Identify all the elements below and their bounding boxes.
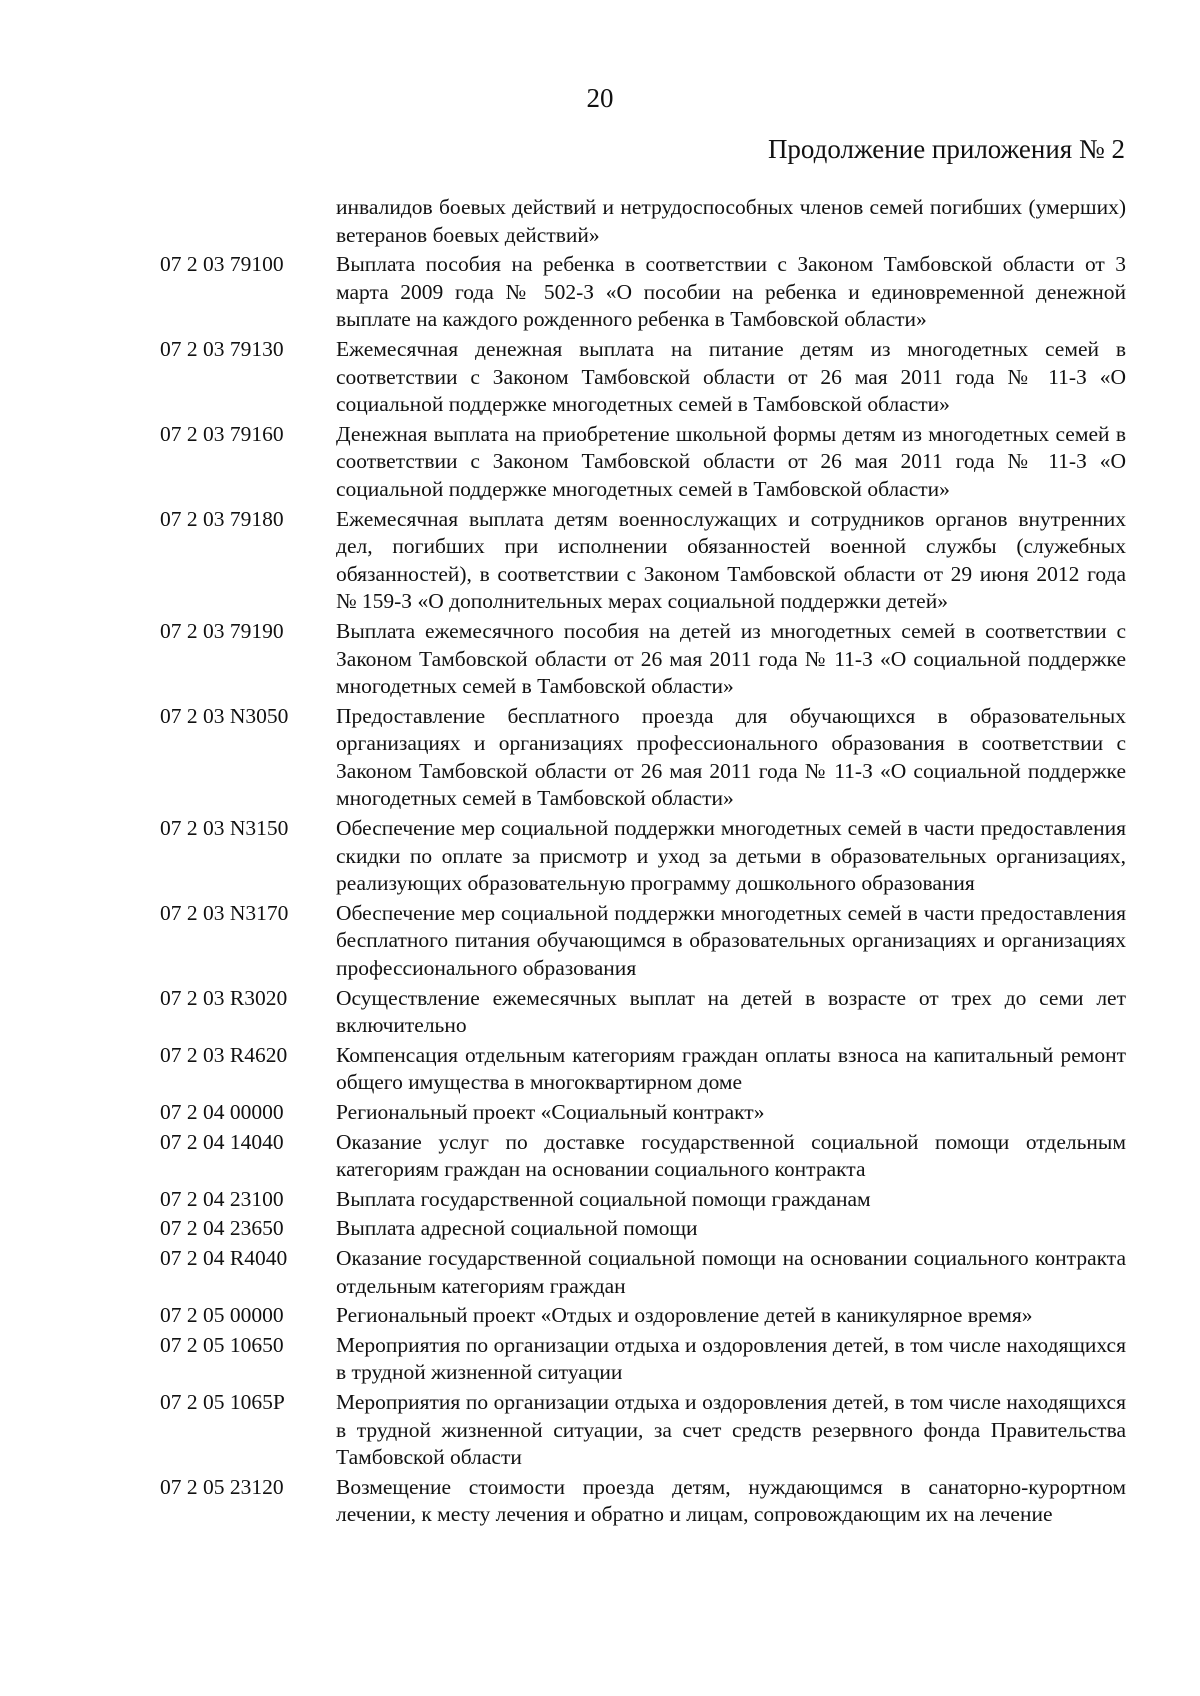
list-item — [160, 1129, 1126, 1184]
list-item — [160, 421, 1126, 504]
entry-code: 07 2 03 79180 — [160, 506, 284, 531]
entry-code: 07 2 03 R3020 — [160, 985, 288, 1010]
list-item — [160, 336, 1126, 419]
entry-description: Мероприятия по организации отдыха и оздоровления детей, в том числе находящихся в трудной жизненной ситуации — [336, 1332, 1126, 1385]
entry-description: Оказание услуг по доставке государственной социальной помощи отдельным категориям граждан на основании социального контракта — [336, 1129, 1126, 1182]
entry-code: 07 2 04 23100 — [160, 1186, 284, 1211]
entry-code: 07 2 03 79130 — [160, 336, 284, 361]
appendix-continuation-heading: Продолжение приложения № 2 — [767, 134, 1125, 164]
entry-code: 07 2 03 79100 — [160, 252, 284, 277]
entry-description: Возмещение стоимости проезда детям, нуждающимся в санаторно-курортном лечении, к месту лечения и обратно и лицам, сопровождающим их на лечение — [336, 1474, 1126, 1527]
entry-description: Мероприятия по организации отдыха и оздоровления детей, в том числе находящихся в трудной жизненной ситуации, за счет средств резервного фонда Правительства Тамбовской области — [336, 1389, 1126, 1470]
list-item — [160, 1332, 1126, 1387]
entry-code: 07 2 05 23120 — [160, 1474, 284, 1499]
entry-description: Выплата пособия на ребенка в соответствии с Законом Тамбовской области от 3 марта 2009 года № 502-З «О пособии на ребенка и единовременной денежной выплате на каждого рожденного ребенка в Тамбовской области» — [336, 252, 1126, 332]
list-item — [160, 1245, 1126, 1300]
entry-description: Обеспечение мер социальной поддержки многодетных семей в части предоставления бесплатного питания обучающимся в образовательных организациях и организациях профессионального образования — [336, 900, 1126, 981]
list-item — [160, 1099, 1126, 1127]
list-item — [160, 618, 1126, 701]
list-item — [160, 194, 1126, 249]
list-item — [160, 900, 1126, 983]
entry-code: 07 2 03 79190 — [160, 618, 284, 643]
list-item — [160, 703, 1126, 813]
entry-description: Ежемесячная денежная выплата на питание детям из многодетных семей в соответствии с Законом Тамбовской области от 26 мая 2011 года № 11-З «О социальной поддержке многодетных семей в Тамбовской области» — [336, 336, 1126, 417]
entry-description: инвалидов боевых действий и нетрудоспособных членов семей погибших (умерших) ветеранов боевых действий» — [336, 195, 1126, 247]
entry-code: 07 2 03 N3150 — [160, 816, 289, 841]
entry-code: 07 2 03 79160 — [160, 421, 284, 446]
list-item — [160, 1474, 1126, 1529]
entry-code: 07 2 04 23650 — [160, 1216, 284, 1241]
entry-code: 07 2 04 00000 — [160, 1100, 284, 1124]
classification-list — [160, 194, 1126, 1531]
entry-code: 07 2 05 00000 — [160, 1303, 284, 1328]
entry-description: Ежемесячная выплата детям военнослужащих и сотрудников органов внутренних дел, погибших при исполнении обязанностей военной службы (служебных обязанностей), в соответствии с Законом Тамбовской области от 29 июня 2012 года № 159-З «О дополнительных мерах социальной поддержки детей» — [336, 506, 1126, 614]
page-number: 20 — [586, 83, 614, 113]
entry-code: 07 2 03 N3050 — [160, 703, 289, 728]
entry-description: Выплата адресной социальной помощи — [336, 1216, 698, 1241]
list-item — [160, 985, 1126, 1040]
entry-description: Выплата ежемесячного пособия на детей из многодетных семей в соответствии с Законом Тамбовской области от 26 мая 2011 года № 11-З «О социальной поддержке многодетных семей в Тамбовской области» — [336, 618, 1126, 699]
entry-description: Осуществление ежемесячных выплат на детей в возрасте от трех до семи лет включительно — [336, 985, 1126, 1038]
entry-description: Выплата государственной социальной помощи гражданам — [336, 1186, 871, 1211]
entry-code: 07 2 04 R4040 — [160, 1245, 288, 1270]
entry-code: 07 2 04 14040 — [160, 1129, 284, 1154]
list-item — [160, 1302, 1126, 1330]
entry-code: 07 2 05 10650 — [160, 1332, 284, 1357]
list-item — [160, 251, 1126, 334]
entry-description: Оказание государственной социальной помощи на основании социального контракта отдельным категориям граждан — [336, 1245, 1126, 1298]
entry-description: Региональный проект «Отдых и оздоровление детей в каникулярное время» — [336, 1303, 1033, 1328]
entry-description: Обеспечение мер социальной поддержки многодетных семей в части предоставления скидки по оплате за присмотр и уход за детьми в образовательных организациях, реализующих образовательную программу дошкольного образования — [336, 816, 1126, 896]
list-item — [160, 506, 1126, 616]
list-item — [160, 1215, 1126, 1243]
list-item — [160, 1186, 1126, 1214]
entry-code: 07 2 03 R4620 — [160, 1042, 288, 1067]
list-item — [160, 1042, 1126, 1097]
entry-description: Компенсация отдельным категориям граждан оплаты взноса на капитальный ремонт общего имущества в многоквартирном доме — [336, 1042, 1126, 1095]
entry-description: Денежная выплата на приобретение школьной формы детям из многодетных семей в соответствии с Законом Тамбовской области от 26 мая 2011 года № 11-З «О социальной поддержке многодетных семей в Тамбовской области» — [336, 421, 1126, 501]
list-item — [160, 815, 1126, 898]
list-item — [160, 1389, 1126, 1472]
entry-description: Предоставление бесплатного проезда для обучающихся в образовательных организациях и организациях профессионального образования в соответствии с Законом Тамбовской области от 26 мая 2011 года № 11-З «О социальной поддержке многодетных семей в Тамбовской области» — [336, 703, 1126, 811]
entry-code: 07 2 03 N3170 — [160, 900, 289, 925]
entry-description: Региональный проект «Социальный контракт» — [336, 1100, 765, 1124]
entry-code: 07 2 05 1065P — [160, 1389, 285, 1414]
